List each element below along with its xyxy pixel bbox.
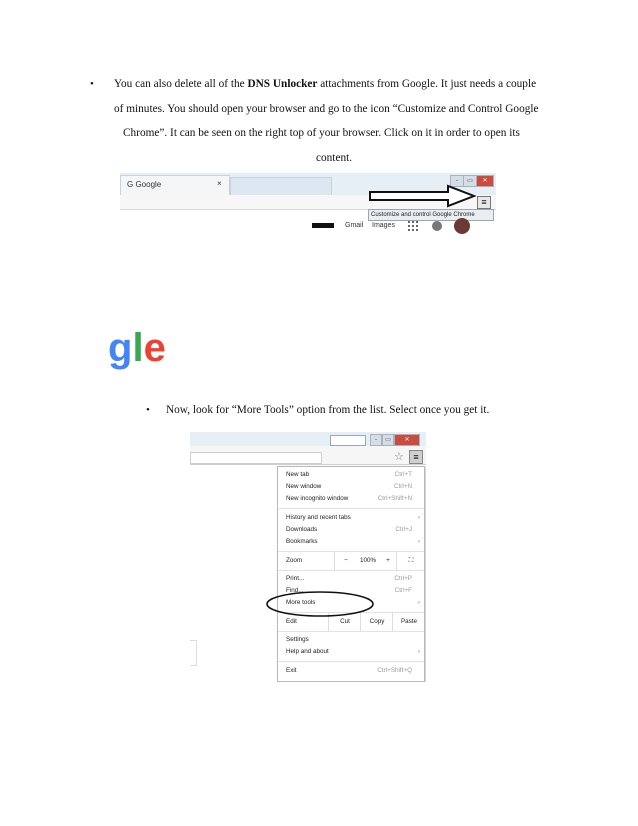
page-edge (190, 640, 197, 666)
titlebar-field (330, 435, 366, 446)
menu-separator (278, 631, 424, 632)
menu-item-new-window[interactable]: New window Ctrl+N (286, 483, 412, 490)
menu-item-print[interactable]: Print... Ctrl+P (286, 575, 412, 582)
paragraph-1-line-4: content. (316, 152, 353, 164)
copy-button[interactable]: Copy (360, 613, 393, 631)
menu-item-find[interactable]: Find... Ctrl+F (286, 587, 412, 594)
google-logo-fragment (108, 326, 166, 370)
chevron-right-icon: › (417, 648, 420, 655)
bookmark-star-icon[interactable]: ☆ (394, 450, 404, 463)
zoom-label: Zoom (286, 557, 303, 564)
minimize-button[interactable]: - (450, 175, 464, 187)
paragraph-1-line-2: of minutes. You should open your browser and go to the icon “Customize and Control Google (114, 103, 539, 115)
screenshot-chrome-toolbar (120, 173, 496, 241)
edit-label: Edit (286, 618, 297, 625)
bullet-2: • (146, 404, 150, 416)
close-window-button[interactable]: ✕ (476, 175, 494, 187)
menu-item-incognito[interactable]: New incognito window Ctrl+Shift+N (286, 495, 412, 502)
avatar[interactable] (454, 218, 470, 234)
chevron-right-icon: › (417, 599, 420, 606)
menu-separator (278, 508, 424, 509)
chevron-right-icon: › (417, 514, 420, 521)
para1-text-a: You can also delete all of the (114, 78, 248, 90)
highlight-circle (264, 589, 376, 619)
tab-close-icon[interactable]: × (217, 179, 222, 188)
paragraph-1-line-1 (114, 72, 574, 97)
menu-row-zoom (278, 552, 424, 570)
menu-item-exit[interactable]: Exit Ctrl+Shift+Q (286, 667, 412, 674)
dns-unlocker-bold: DNS Unlocker (247, 78, 318, 90)
fullscreen-icon[interactable]: ⛶ (396, 552, 425, 570)
tab-title: G Google (127, 180, 162, 189)
redacted-mark (312, 223, 334, 228)
menu-separator (278, 661, 424, 662)
chevron-right-icon: › (417, 538, 420, 545)
menu-item-new-tab[interactable]: New tab Ctrl+T (286, 471, 412, 478)
google-tab[interactable] (120, 175, 230, 196)
omnibox[interactable] (190, 452, 322, 464)
zoom-level: 100% (359, 557, 377, 564)
paragraph-1-line-3: Chrome”. It can be seen on the right top of your browser. Click on it in order to open its (123, 127, 520, 139)
close-window-button[interactable]: ✕ (394, 434, 420, 446)
zoom-out-button[interactable]: − (334, 552, 357, 570)
customize-tooltip: Customize and control Google Chrome (368, 209, 494, 221)
menu-item-history[interactable]: History and recent tabs › (278, 512, 424, 524)
pointer-arrow-icon (368, 183, 480, 209)
screenshot-chrome-menu (190, 432, 426, 682)
menu-item-help[interactable]: Help and about › (278, 646, 424, 658)
logo-letter-l: l (132, 326, 144, 370)
paragraph-2: Now, look for “More Tools” option from the list. Select once you get it. (166, 404, 490, 416)
notifications-icon[interactable] (432, 221, 442, 231)
zoom-in-button[interactable]: + (386, 557, 390, 564)
logo-letter-e: e (143, 326, 166, 370)
chrome-dropdown-menu (277, 466, 425, 682)
paste-button[interactable]: Paste (392, 613, 425, 631)
bullet-1: • (90, 78, 94, 90)
apps-grid-icon[interactable] (408, 221, 418, 231)
menu-item-settings[interactable]: Settings (286, 636, 309, 643)
para1-text-b: attachments from Google. It just needs a couple (317, 78, 537, 90)
minimize-button[interactable]: - (370, 434, 382, 446)
menu-item-bookmarks[interactable]: Bookmarks › (278, 536, 424, 548)
chrome-menu-icon[interactable]: ≡ (409, 450, 423, 464)
new-tab-slot[interactable] (230, 177, 332, 196)
menu-separator (278, 570, 424, 571)
logo-letter-g: g (108, 326, 133, 370)
gmail-link[interactable]: Gmail (345, 222, 364, 229)
menu-item-downloads[interactable]: Downloads Ctrl+J (286, 526, 412, 533)
chrome-menu-icon[interactable]: ≡ (477, 196, 491, 209)
images-link[interactable]: Images (372, 222, 395, 229)
maximize-button[interactable]: ▭ (463, 175, 477, 187)
cut-button[interactable]: Cut (328, 613, 361, 631)
maximize-button[interactable]: ▭ (382, 434, 394, 446)
menu-item-more-tools[interactable]: More tools › (278, 597, 424, 609)
